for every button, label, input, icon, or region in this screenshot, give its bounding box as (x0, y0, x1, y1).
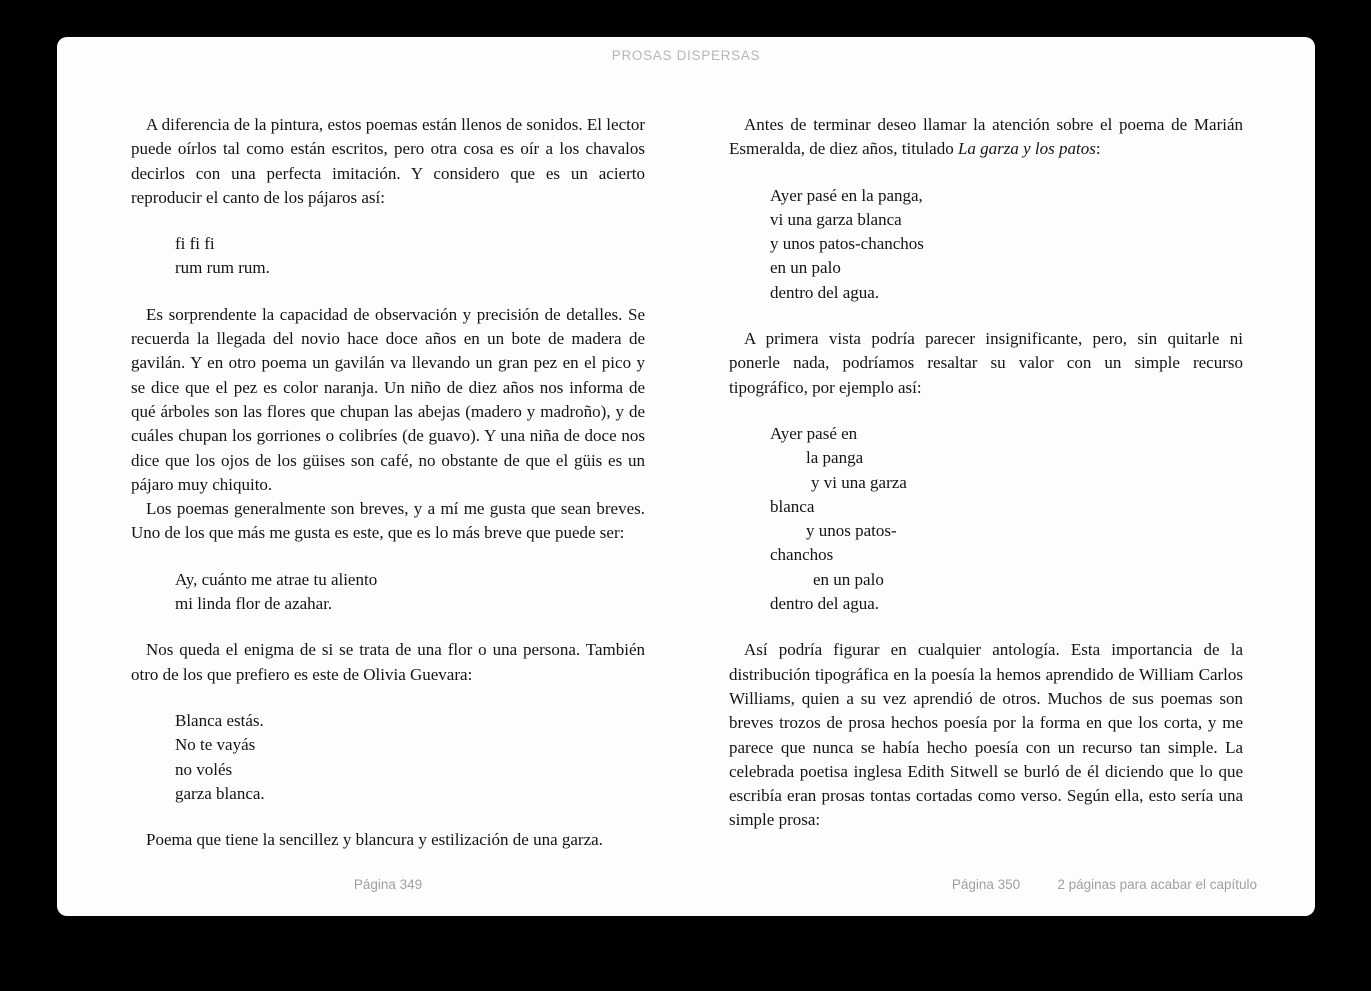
verse-line: en un palo (770, 258, 841, 278)
verse-line: no volés (175, 759, 233, 779)
page-number-left: Página 349 (353, 877, 423, 892)
book-page-spread (57, 37, 1315, 916)
verse-block-typographic (729, 422, 1243, 616)
verse-line: en un palo (813, 569, 884, 589)
paragraph: Los poemas generalmente son breves, y a mí me gusta que sean breves. Uno de los que más me gusta es este, que es lo más breve que puede ser: (131, 499, 645, 543)
paragraph-text: : (1095, 139, 1101, 159)
verse-block-garza-patos (729, 184, 1243, 305)
verse-block-garza-blanca (131, 709, 645, 806)
verse-line: Ayer pasé en (770, 423, 858, 443)
paragraph: Poema que tiene la sencillez y blancura y estilización de una garza. (146, 830, 603, 850)
paragraph: Es sorprendente la capacidad de observación y precisión de detalles. Se recuerda la llegada del novio hace doce años en un bote de madera de gavilán. Y en otro poema un gavilán va llevando un gran pez en el pico y se dice que el pez es color naranja. Un niño de diez años nos informa de qué árboles son las flores que chupan las abejas (madero y madroño), y de cuáles chupan los gorriones o colibríes (de guavo). Y una niña de doce nos dice que los ojos de los güises son café, no obstante de que el güis es un pájaro muy chiquito. (131, 304, 645, 494)
verse-line: No te vayás (175, 735, 256, 755)
paragraph: A diferencia de la pintura, estos poemas están llenos de sonidos. El lector puede oírlos tal como están escritos, pero otra cosa es oír a los chavalos decirlos con una perfecta imitación. Y considero que es un acierto reproducir el canto de los pájaros así: (131, 115, 645, 207)
running-head-title: PROSAS DISPERSAS (611, 48, 761, 63)
verse-block-bird-song (131, 232, 645, 281)
verse-line: chanchos (770, 545, 834, 565)
paragraph: Nos queda el enigma de si se trata de una flor o una persona. También otro de los que prefiero es este de Olivia Guevara: (131, 640, 645, 684)
paragraph: Así podría figurar en cualquier antología. Esta importancia de la distribución tipográfica en la poesía la hemos aprendido de William Carlos Williams, quien a su vez aprendió de otros. Muchos de sus poemas son breves trozos de prosa hechos poesía por la forma en que los corta, y me parece que nunca se había hecho poesía con un recurso tan simple. La celebrada poetisa inglesa Edith Sitwell se burló de él diciendo que lo que escribía eran prosas tontas cortadas como verso. Según ella, esto sería una simple prosa: (729, 640, 1243, 830)
verse-line: Blanca estás. (175, 710, 264, 730)
verse-line: fi fi fi (175, 234, 215, 254)
page-right-column (729, 113, 1243, 833)
verse-line: y vi una garza (811, 472, 907, 492)
paragraph: A primera vista podría parecer insignificante, pero, sin quitarle ni ponerle nada, podríamos resaltar su valor con un simple recurso tipográfico, por ejemplo así: (729, 329, 1243, 397)
verse-line: rum rum rum. (175, 258, 270, 278)
verse-line: la panga (806, 448, 864, 468)
poem-title-italic: La garza y los patos (957, 139, 1096, 159)
verse-line: mi linda flor de azahar. (175, 594, 333, 614)
page-left-column (131, 113, 645, 852)
paragraph-text: Antes de terminar deseo llamar la atención sobre el poema de Marián Esmeralda, de diez años, titulado (729, 115, 1243, 159)
verse-line: y unos patos-chanchos (770, 234, 924, 254)
chapter-pages-remaining-label: 2 páginas para acabar el capítulo (1057, 877, 1257, 892)
verse-line: blanca (770, 496, 815, 516)
verse-block-azahar (131, 568, 645, 617)
verse-line: Ay, cuánto me atrae tu aliento (175, 569, 378, 589)
verse-line: vi una garza blanca (770, 209, 902, 229)
verse-line: garza blanca. (175, 783, 265, 803)
verse-line: y unos patos- (806, 521, 897, 541)
verse-line: Ayer pasé en la panga, (770, 185, 923, 205)
verse-line: dentro del agua. (770, 282, 880, 302)
verse-line: dentro del agua. (770, 594, 880, 614)
paragraph (729, 113, 1243, 162)
page-number-right: Página 350 (951, 877, 1021, 892)
